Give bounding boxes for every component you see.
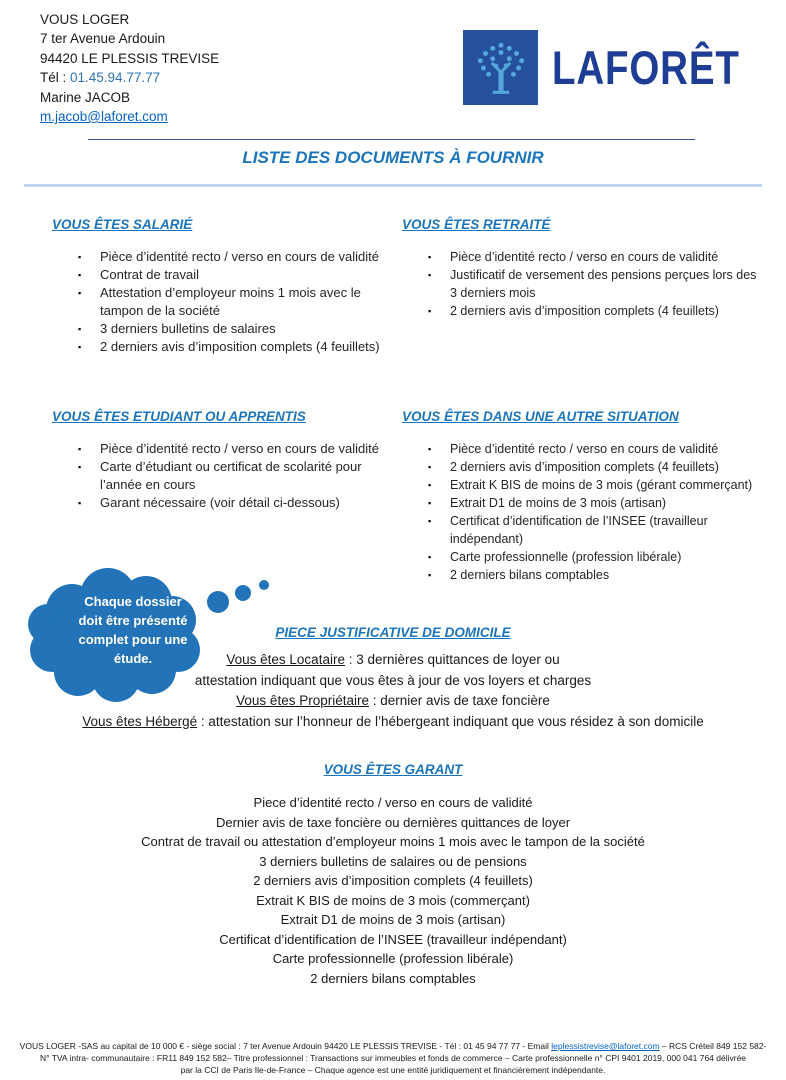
document-list-item	[428, 440, 764, 458]
footer-email-link[interactable]: leplessistrevise@laforet.com	[551, 1041, 660, 1051]
document-list-item	[428, 458, 764, 476]
garant-line: Contrat de travail ou attestation d’employeur moins 1 mois avec le tampon de la société	[141, 834, 645, 849]
callout-line: doit être présenté	[78, 613, 188, 628]
domicile-line: Vous êtes Locataire : 3 dernières quittances de loyer ou	[226, 652, 560, 667]
logo-square	[463, 30, 538, 105]
list-item-text: 3 derniers bulletins de salaires	[100, 321, 276, 336]
list-item-text: Extrait D1 de moins de 3 mois (artisan)	[450, 496, 667, 510]
domicile-line-label: Vous êtes Locataire	[226, 652, 345, 667]
document-list-item	[428, 566, 764, 584]
document-list-item	[78, 248, 390, 266]
domicile-line: Vous êtes Propriétaire : dernier avis de taxe foncière	[236, 693, 550, 708]
document-list-item	[428, 266, 764, 302]
section-salarie	[52, 217, 390, 356]
domicile-heading: PIECE JUSTIFICATIVE DE DOMICILE	[275, 625, 511, 640]
footer-text: VOUS LOGER -SAS au capital de 10 000 € - siège social : 7 ter Avenue Ardouin 94420 LE PLESSIS TREVISE - Tél : 01 45 94 77 77 - Email	[19, 1041, 552, 1051]
phone-label: Tél :	[40, 70, 71, 86]
callout-line: Chaque dossier	[84, 594, 182, 609]
logo-wordmark: LAFORÊT	[552, 41, 740, 94]
section-heading: VOUS ÊTES DANS UNE AUTRE SITUATION	[402, 409, 679, 424]
callout-line: complet pour une	[78, 632, 188, 647]
section-garant	[0, 762, 786, 988]
garant-line: 2 derniers avis d’imposition complets (4 feuillets)	[253, 873, 533, 888]
agency-address-line2: 94420 LE PLESSIS TREVISE	[40, 50, 220, 66]
domicile-line: Vous êtes Hébergé : attestation sur l’honneur de l’hébergeant indiquant que vous résidez à son domicile	[82, 713, 704, 729]
document-list-item	[428, 494, 764, 512]
square-bullet-icon: ▪	[428, 552, 432, 562]
section-list	[52, 440, 390, 512]
list-item-text: Pièce d’identité recto / verso en cours de validité	[450, 442, 719, 456]
list-item-text: 2 derniers avis d’imposition complets (4 feuillets)	[100, 339, 380, 354]
footer-line-3: par la CCI de Paris Ile-de-France – Chaque agence est une entité juridiquement et financièrement indépendante.	[180, 1065, 606, 1075]
title-divider	[24, 184, 762, 187]
list-item-text: Contrat de travail	[100, 267, 199, 282]
section-autre-situation	[402, 409, 764, 584]
agency-phone	[40, 68, 219, 87]
list-item-text: Pièce d’identité recto / verso en cours de validité	[450, 250, 719, 264]
section-etudiant	[52, 409, 390, 512]
section-list	[52, 248, 390, 356]
section-heading: VOUS ÊTES ETUDIANT OU APPRENTIS	[52, 409, 306, 424]
document-list-item	[78, 440, 390, 458]
domicile-lines	[0, 650, 786, 732]
square-bullet-icon: ▪	[428, 306, 432, 316]
square-bullet-icon: ▪	[78, 270, 82, 280]
document-list-item	[78, 338, 390, 356]
footer-line-2: N° TVA intra- communautaire : FR11 849 152 582– Titre professionnel : Transactions sur immeubles et fonds de commerce – Carte professionnelle n° CPI 9401 2019, 000 041 764 délivrée	[39, 1053, 747, 1063]
header-divider	[88, 139, 695, 140]
square-bullet-icon: ▪	[428, 444, 432, 454]
section-domicile	[0, 625, 786, 732]
square-bullet-icon: ▪	[428, 462, 432, 472]
phone-number: 01.45.94.77.77	[70, 70, 161, 86]
square-bullet-icon: ▪	[428, 480, 432, 490]
document-list-item	[428, 512, 764, 548]
square-bullet-icon: ▪	[428, 498, 432, 508]
domicile-line-label: Vous êtes Propriétaire	[236, 693, 369, 708]
document-list-item	[78, 494, 390, 512]
footer-line-1	[0, 1040, 786, 1052]
document-list-item	[428, 302, 764, 320]
document-list-item	[78, 284, 390, 320]
garant-line: Certificat d’identification de l’INSEE (travailleur indépendant)	[219, 931, 567, 947]
list-item-text: Carte professionnelle (profession libérale)	[450, 550, 682, 564]
square-bullet-icon: ▪	[78, 252, 82, 262]
garant-line: Piece d’identité recto / verso en cours de validité	[253, 795, 533, 810]
square-bullet-icon: ▪	[78, 324, 82, 334]
garant-line: 2 derniers bilans comptables	[310, 970, 476, 986]
garant-heading: VOUS ÊTES GARANT	[323, 762, 463, 777]
square-bullet-icon: ▪	[428, 516, 432, 526]
garant-line: Extrait D1 de moins de 3 mois (artisan)	[280, 912, 506, 927]
section-retraite	[402, 217, 764, 320]
garant-line: 3 derniers bulletins de salaires ou de pensions	[259, 853, 527, 869]
list-item-text: 2 derniers avis d’imposition complets (4 feuillets)	[450, 460, 719, 474]
tree-icon	[470, 37, 532, 99]
square-bullet-icon: ▪	[78, 498, 82, 508]
garant-line: Carte professionnelle (profession libérale)	[272, 951, 514, 966]
list-item-text: Pièce d’identité recto / verso en cours de validité	[100, 441, 379, 456]
section-heading: VOUS ÊTES RETRAITÉ	[402, 217, 551, 232]
document-list-item	[428, 476, 764, 494]
square-bullet-icon: ▪	[78, 444, 82, 454]
list-item-text: Extrait K BIS de moins de 3 mois (gérant commerçant)	[450, 478, 753, 492]
garant-line: Dernier avis de taxe foncière ou dernières quittances de loyer	[215, 814, 571, 830]
document-list-item	[78, 266, 390, 284]
footer-text: – RCS Créteil 849 152 582-	[659, 1041, 767, 1051]
domicile-line-label: Vous êtes Hébergé	[82, 713, 198, 729]
laforet-logo	[463, 30, 781, 105]
section-list	[402, 248, 764, 320]
agency-name: VOUS LOGER	[40, 12, 130, 27]
list-item-text: Carte d’étudiant ou certificat de scolarité pour l’année en cours	[100, 459, 362, 492]
callout-line: étude.	[113, 651, 153, 666]
list-item-text: 2 derniers bilans comptables	[450, 568, 610, 582]
square-bullet-icon: ▪	[78, 288, 82, 298]
document-list-item	[428, 548, 764, 566]
section-list	[402, 440, 764, 584]
garant-lines	[0, 793, 786, 988]
document-list-item	[78, 320, 390, 338]
square-bullet-icon: ▪	[428, 270, 432, 280]
document-list-item	[78, 458, 390, 494]
square-bullet-icon: ▪	[428, 252, 432, 262]
agency-address-line1: 7 ter Avenue Ardouin	[40, 31, 166, 47]
garant-line: Extrait K BIS de moins de 3 mois (commerçant)	[256, 892, 530, 908]
square-bullet-icon: ▪	[78, 342, 82, 352]
list-item-text: 2 derniers avis d’imposition complets (4 feuillets)	[450, 304, 719, 318]
agency-header	[40, 10, 219, 126]
square-bullet-icon: ▪	[428, 570, 432, 580]
section-heading: VOUS ÊTES SALARIÉ	[52, 217, 193, 232]
square-bullet-icon: ▪	[78, 462, 82, 472]
list-item-text: Garant nécessaire (voir détail ci-dessous)	[100, 495, 340, 510]
list-item-text: Certificat d’identification de l’INSEE (travailleur indépendant)	[450, 514, 708, 546]
footer-legal	[0, 1040, 786, 1076]
page-title: LISTE DES DOCUMENTS À FOURNIR	[242, 148, 544, 167]
list-item-text: Justificatif de versement des pensions perçues lors des 3 derniers mois	[450, 268, 757, 300]
list-item-text: Pièce d’identité recto / verso en cours de validité	[100, 249, 379, 264]
contact-email-link[interactable]: m.jacob@laforet.com	[40, 109, 168, 125]
domicile-line: attestation indiquant que vous êtes à jour de vos loyers et charges	[194, 672, 592, 688]
document-list-item	[428, 248, 764, 266]
list-item-text: Attestation d’employeur moins 1 mois avec le tampon de la société	[100, 285, 361, 318]
contact-name: Marine JACOB	[40, 89, 131, 105]
